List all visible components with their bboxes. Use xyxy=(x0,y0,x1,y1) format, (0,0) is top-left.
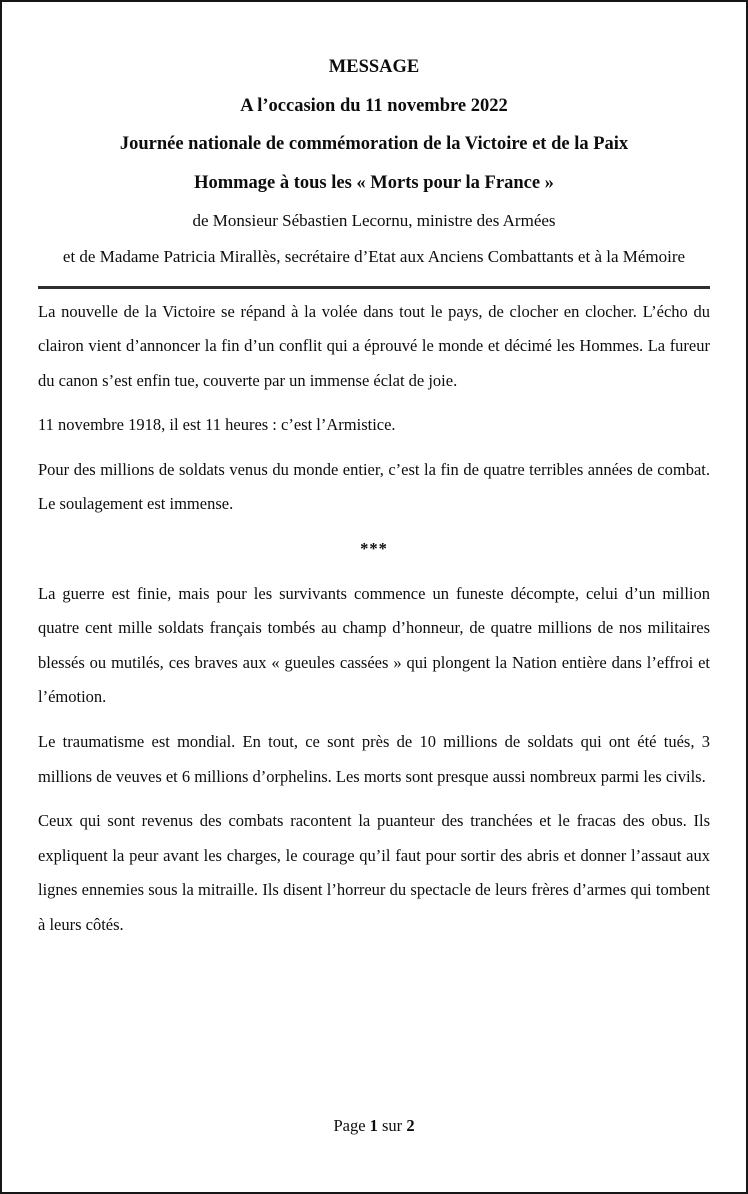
header-author-minister: de Monsieur Sébastien Lecornu, ministre des Armées xyxy=(192,211,556,230)
footer-sur-word: sur xyxy=(382,1116,403,1135)
footer-total-pages: 2 xyxy=(406,1116,415,1135)
header-occasion-line: A l’occasion du 11 novembre 2022 xyxy=(240,95,508,116)
document-header xyxy=(38,48,710,274)
footer-page-number: 1 xyxy=(369,1116,378,1135)
document-body xyxy=(38,289,710,943)
paragraph-veterans-accounts: Ceux qui sont revenus des combats racontent la puanteur des tranchées et le fracas des obus. Ils expliquent la peur avant les charges, le courage qu’il faut pour sortir des abris et donner l’assaut aux lignes ennemies sous la mitraille. Ils disent l’horreur du spectacle de leurs frères d’armes qui tombent à leurs côtés. xyxy=(38,811,710,934)
page-footer xyxy=(2,1116,746,1136)
paragraph-relief: Pour des millions de soldats venus du monde entier, c’est la fin de quatre terribles années de combat. Le soulagement est immense. xyxy=(38,459,710,514)
paragraph-armistice: 11 novembre 1918, il est 11 heures : c’est l’Armistice. xyxy=(38,415,396,435)
page-content xyxy=(2,2,746,943)
paragraph-world-trauma: Le traumatisme est mondial. En tout, ce sont près de 10 millions de soldats qui ont été tués, 3 millions de veuves et 6 millions d’orphelins. Les morts sont presque aussi nombreux parmi les civils. xyxy=(38,732,710,786)
document-title: MESSAGE xyxy=(328,57,420,77)
paragraph-war-toll: La guerre est finie, mais pour les survivants commence un funeste décompte, celui d’un million quatre cent mille soldats français tombés au champ d’honneur, de quatre millions de nos militaires blessés ou mutilés, ces braves aux « gueules cassées » qui plongent la Nation entière dans l’effroi et l’émotion. xyxy=(38,583,710,707)
asterisk-separator: *** xyxy=(360,539,388,559)
footer-page-word: Page xyxy=(333,1116,366,1135)
header-day-name-line: Journée nationale de commémoration de la Victoire et de la Paix xyxy=(119,134,629,154)
header-author-secretary: et de Madame Patricia Mirallès, secrétaire d’Etat aux Anciens Combattants et à la Mémoire xyxy=(62,247,686,266)
header-homage-line: Hommage à tous les « Morts pour la France » xyxy=(194,172,554,193)
paragraph-victory-news: La nouvelle de la Victoire se répand à la volée dans tout le pays, de clocher en clocher. L’écho du clairon vient d’annoncer la fin d’un conflit qui a éprouvé le monde et décimé les Hommes. La fureur du canon s’est enfin tue, couverte par un immense éclat de joie. xyxy=(38,301,710,390)
